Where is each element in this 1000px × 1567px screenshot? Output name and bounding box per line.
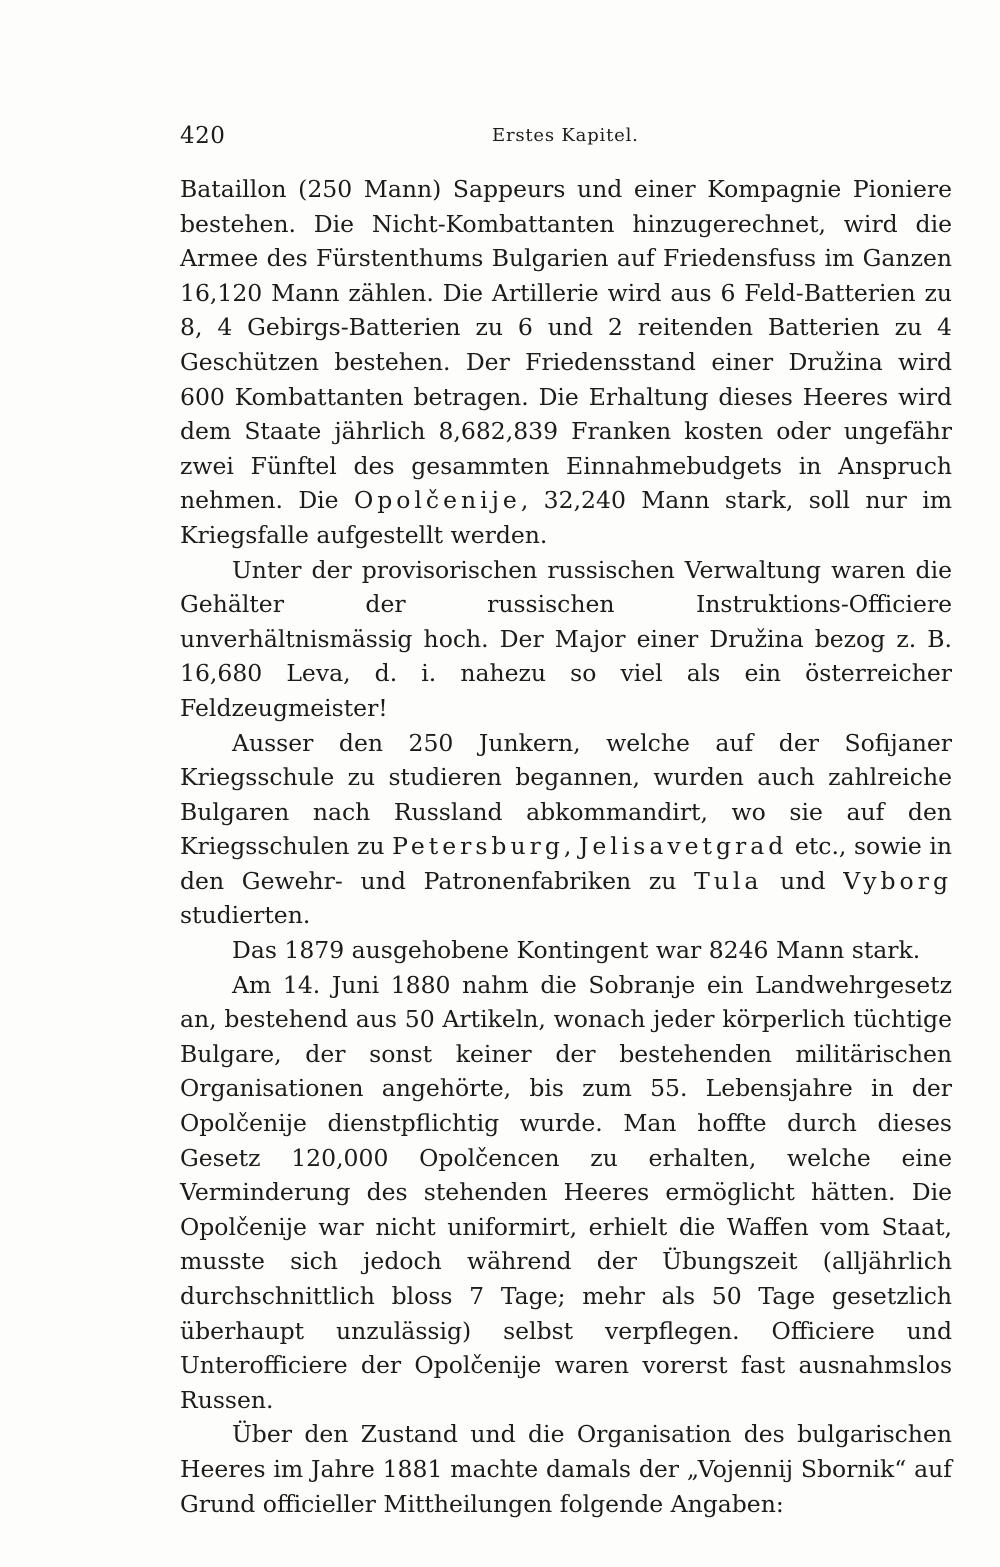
term-opolcenije: Opolčenije: [353, 486, 521, 515]
paragraph-3: [180, 726, 952, 934]
paragraph-1-text-end: , 32,240 Mann stark, soll nur im Kriegsfalle aufgestellt werden.: [180, 486, 952, 549]
body-text: [180, 172, 952, 1521]
paragraph-3-sep-2: und: [762, 866, 844, 895]
paragraph-3-sep-1: ,: [563, 832, 579, 861]
page-number: 420: [180, 123, 226, 149]
paragraph-1: [180, 172, 952, 553]
running-title: Erstes Kapitel.: [492, 125, 639, 146]
paragraph-4: Das 1879 ausgehobene Kontingent war 8246 Mann stark.: [232, 936, 921, 965]
place-vyborg: Vyborg: [843, 866, 952, 895]
paragraph-3-text-end: studierten.: [180, 901, 311, 930]
paragraph-5: Am 14. Juni 1880 nahm die Sobranje ein Landwehrgesetz an, bestehend aus 50 Artikeln, wonach jeder körperlich tüchtige Bulgare, der sonst keiner der bestehenden militärischen Organisationen angehörte, bis zum 55. Lebensjahre in der Opolčenije dienstpflichtig wurde. Man hoffte durch dieses Gesetz 120,000 Opolčencen zu erhalten, welche eine Verminderung des stehenden Heeres ermöglicht hätten. Die Opolčenije war nicht uniformirt, erhielt die Waffen vom Staat, musste sich jedoch während der Übungszeit (alljährlich durchschnittlich bloss 7 Tage; mehr als 50 Tage gesetzlich überhaupt unzulässig) selbst verpflegen. Officiere und Unterofficiere der Opolčenije waren vorerst fast ausnahmslos Russen.: [180, 970, 952, 1414]
paragraph-3-text: Ausser den 250 Junkern, welche auf der Sofijaner Kriegsschule zu studieren begannen, wurden auch zahlreiche Bulgaren nach Russland abkommandirt, wo sie auf den Kriegsschulen zu: [180, 728, 952, 861]
place-jelisavetgrad: Jelisavetgrad: [578, 832, 788, 861]
place-petersburg: Petersburg: [392, 832, 564, 861]
paragraph-1-text: Bataillon (250 Mann) Sappeurs und einer Kompagnie Pioniere bestehen. Die Nicht-Kombattanten hinzugerechnet, wird die Armee des Fürstenthums Bulgarien auf Friedensfuss im Ganzen 16,120 Mann zählen. Die Artillerie wird aus 6 Feld-Batterien zu 8, 4 Gebirgs-Batterien zu 6 und 2 reitenden Batterien zu 4 Geschützen bestehen. Der Friedensstand einer Družina wird 600 Kombattanten betragen. Die Erhaltung dieses Heeres wird dem Staate jährlich 8,682,839 Franken kosten oder ungefähr zwei Fünftel des gesammten Einnahmebudgets in Anspruch nehmen. Die: [180, 175, 952, 515]
place-tula: Tula: [694, 866, 763, 895]
paragraph-6: Über den Zustand und die Organisation des bulgarischen Heeres im Jahre 1881 machte damals der „Vojennij Sbornik“ auf Grund officieller Mittheilungen folgende Angaben:: [180, 1420, 952, 1518]
paragraph-3-text-mid: etc., sowie in den Gewehr- und Patronenfabriken zu: [180, 832, 952, 895]
page-header: [180, 123, 952, 153]
paragraph-2: Unter der provisorischen russischen Verwaltung waren die Gehälter der russischen Instruktions-Officiere unverhältnismässig hoch. Der Major einer Družina bezog z. B. 16,680 Leva, d. i. nahezu so viel als ein österreicher Feldzeugmeister!: [180, 555, 952, 722]
